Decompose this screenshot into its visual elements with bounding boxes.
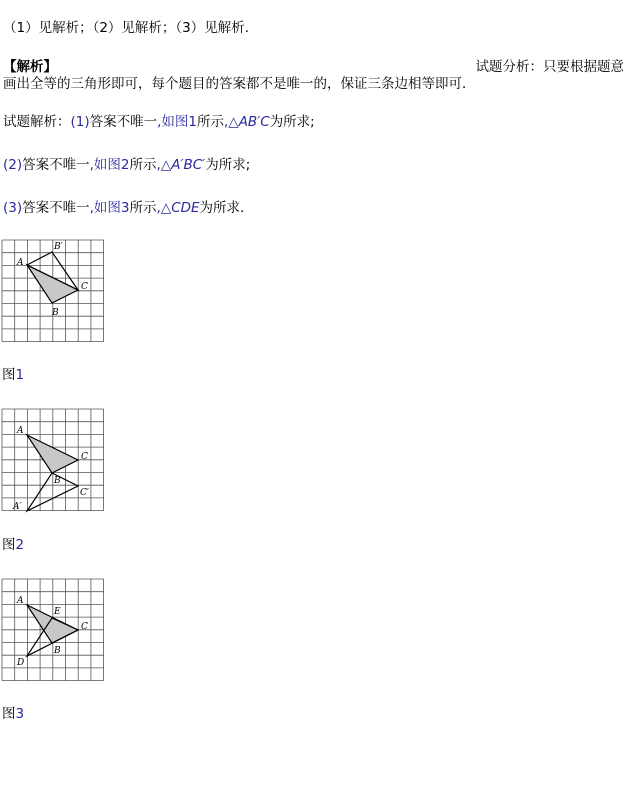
fig-ref: ,如图	[89, 200, 121, 216]
label-c: C	[81, 622, 88, 632]
fig-ref: ,如图	[89, 157, 121, 173]
label-a: A	[17, 258, 24, 268]
answer-line: （1）见解析；（2）见解析；（3）见解析.	[3, 20, 250, 36]
label-b: B	[54, 476, 61, 486]
label-c-prime: C′	[80, 488, 89, 498]
solution-paragraph-3	[3, 200, 244, 216]
triangle-name: △AB′C	[228, 114, 270, 130]
fig-number: 2	[120, 157, 130, 173]
label-b: B	[52, 308, 59, 318]
figure-1-grid-diagram	[0, 238, 110, 346]
analysis-hint-text: 画出全等的三角形即可，每个题目的答案都不是唯一的，保证三条边相等即可．	[3, 76, 476, 92]
label-a: A	[17, 596, 24, 606]
fig-number: 3	[120, 200, 130, 216]
figure-3-caption	[2, 706, 24, 722]
answer-note: 答案不唯一	[89, 114, 158, 130]
result-text: 为所求;	[269, 114, 315, 130]
caption-number: 2	[15, 537, 25, 553]
fig-ref: ,如图	[157, 114, 189, 130]
caption-number: 1	[15, 367, 25, 383]
label-a: A	[17, 426, 24, 436]
caption-text: 图	[2, 706, 16, 722]
solution-paragraph-1	[3, 114, 315, 130]
caption-text: 图	[2, 537, 16, 553]
figure-1-caption	[2, 367, 24, 383]
solution-lead: 试题解析：	[3, 114, 71, 130]
label-a-prime: A′	[13, 502, 22, 512]
shown-text: 所示	[129, 157, 157, 173]
figure-2-caption	[2, 537, 24, 553]
shown-text: 所示	[129, 200, 157, 216]
comma: ,	[224, 114, 229, 130]
analysis-label: 【解析】	[3, 59, 57, 75]
analysis-hint-label: 试题分析：只要根据题意	[475, 59, 624, 75]
caption-text: 图	[2, 367, 16, 383]
fig-number: 1	[188, 114, 198, 130]
label-c: C	[81, 452, 88, 462]
label-d: D	[17, 658, 25, 668]
part-number: (2)	[3, 157, 23, 173]
figure-3-grid-diagram	[0, 577, 110, 685]
shown-text: 所示	[197, 114, 225, 130]
answer-note: 答案不唯一	[22, 157, 90, 173]
part-number: (1)	[70, 114, 90, 130]
result-text: 为所求.	[199, 200, 245, 216]
answer-note: 答案不唯一	[22, 200, 90, 216]
solution-paragraph-2	[3, 157, 250, 173]
label-e: E	[54, 607, 61, 617]
comma: ,	[156, 200, 161, 216]
comma: ,	[156, 157, 161, 173]
figure-2-grid-diagram	[0, 407, 110, 515]
result-text: 为所求;	[205, 157, 251, 173]
label-b-prime: B′	[54, 242, 63, 252]
label-c: C	[81, 282, 88, 292]
triangle-name: △A′BC′	[160, 157, 206, 173]
part-number: (3)	[3, 200, 23, 216]
caption-number: 3	[15, 706, 25, 722]
triangle-name: △CDE	[160, 200, 200, 216]
label-b: B	[54, 646, 61, 656]
